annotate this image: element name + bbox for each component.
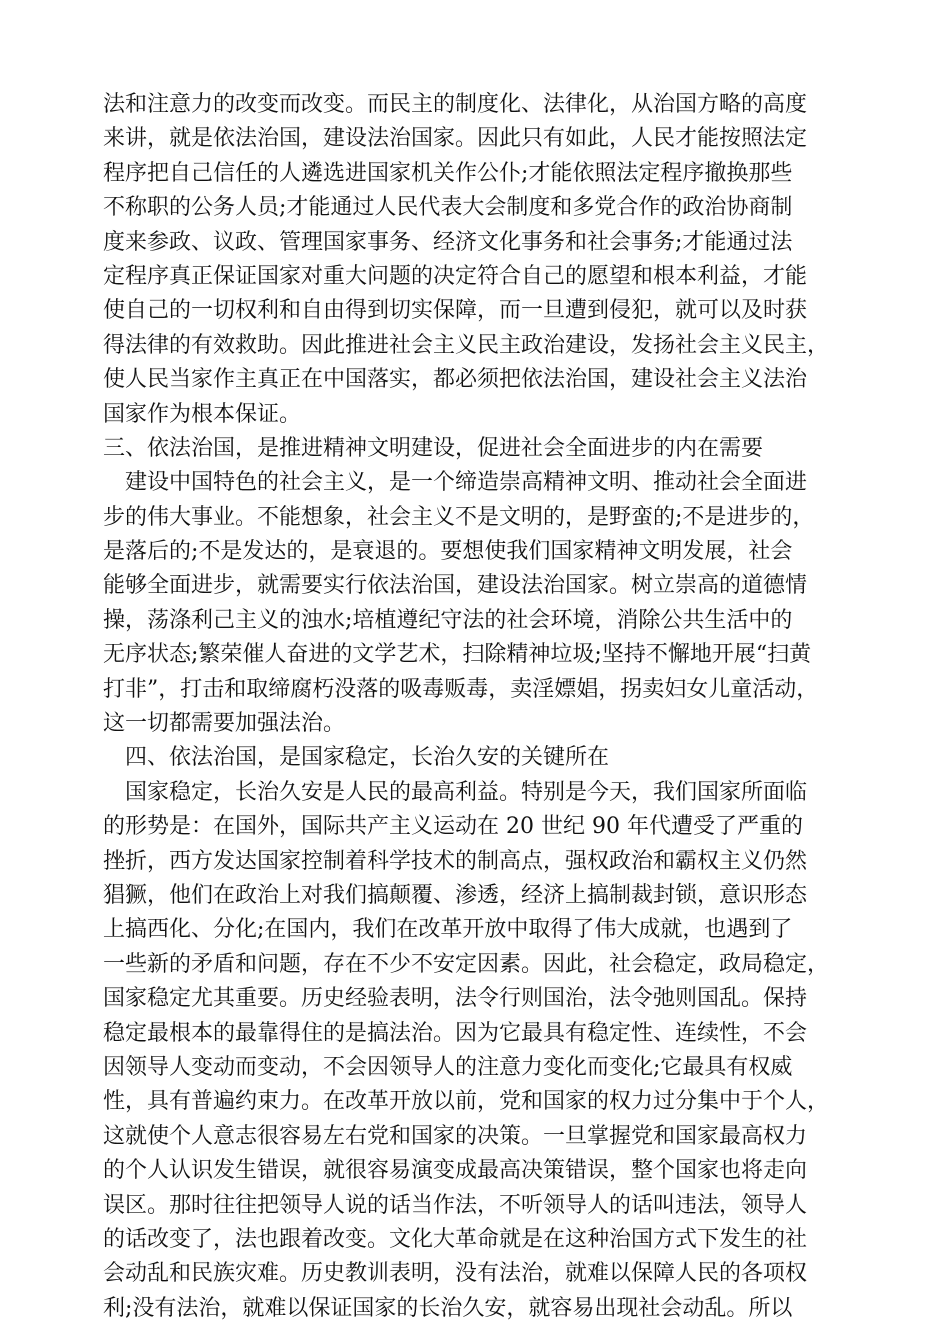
text-line: 打非”，打击和取缔腐朽没落的吸毒贩毒，卖淫嫖娼，拐卖妇女儿童活动， (103, 676, 819, 702)
text-line: 挫折，西方发达国家控制着科学技术的制高点，强权政治和霸权主义仍然 (103, 848, 808, 874)
text-line: 这就使个人意志很容易左右党和国家的决策。一旦掌握党和国家最高权力 (103, 1123, 808, 1149)
text-line: 的话改变了，法也跟着改变。文化大革命就是在这种治国方式下发生的社 (103, 1226, 808, 1252)
text-line: 稳定最根本的最靠得住的是搞法治。因为它最具有稳定性、连续性，不会 (103, 1020, 808, 1046)
text-line: 法和注意力的改变而改变。而民主的制度化、法律化，从治国方略的高度 (103, 92, 808, 117)
text-line: 操，荡涤利己主义的浊水;培植遵纪守法的社会环境，消除公共生活中的 (103, 607, 793, 633)
text-line: 的形势是：在国外，国际共产主义运动在 20 世纪 90 年代遭受了严重的 (103, 814, 803, 840)
text-line: 国家作为根本保证。 (103, 401, 302, 427)
text-line: 的个人认识发生错误，就很容易演变成最高决策错误，整个国家也将走向 (103, 1158, 808, 1184)
text-line: 国家稳定尤其重要。历史经验表明，法令行则国治，法令弛则国乱。保持 (103, 986, 808, 1012)
text-line: 来讲，就是依法治国，建设法治国家。因此只有如此，人民才能按照法定 (103, 126, 808, 152)
text-line: 建设中国特色的社会主义，是一个缔造崇高精神文明、推动社会全面进 (125, 470, 808, 496)
text-line: 得法律的有效救助。因此推进社会主义民主政治建设，发扬社会主义民主， (103, 332, 830, 358)
text-line: 一些新的矛盾和问题，存在不少不安定因素。因此，社会稳定，政局稳定， (103, 951, 830, 977)
text-line: 步的伟大事业。不能想象，社会主义不是文明的，是野蛮的;不是进步的， (103, 504, 815, 530)
section-heading: 四、依法治国，是国家稳定，长治久安的关键所在 (125, 745, 610, 771)
text-line: 这一切都需要加强法治。 (103, 711, 346, 737)
text-line: 不称职的公务人员;才能通过人民代表大会制度和多党合作的政治协商制 (103, 195, 793, 221)
text-line: 能够全面进步，就需要实行依法治国，建设法治国家。树立崇高的道德情 (103, 573, 808, 599)
text-line: 使自己的一切权利和自由得到切实保障，而一旦遭到侵犯，就可以及时获 (103, 298, 808, 324)
text-line: 使人民当家作主真正在中国落实，都必须把依法治国，建设社会主义法治 (103, 367, 808, 393)
text-line: 度来参政、议政、管理国家事务、经济文化事务和社会事务;才能通过法 (103, 229, 793, 255)
text-line: 是落后的;不是发达的，是衰退的。要想使我们国家精神文明发展，社会 (103, 539, 793, 565)
text-line: 上搞西化、分化;在国内，我们在改革开放中取得了伟大成就，也遇到了 (103, 917, 793, 943)
text-line: 利;没有法治，就难以保证国家的长治久安，就容易出现社会动乱。所以 (103, 1295, 793, 1321)
section-heading: 三、依法治国，是推进精神文明建设，促进社会全面进步的内在需要 (103, 435, 764, 461)
text-line: 会动乱和民族灾难。历史教训表明，没有法治，就难以保障人民的各项权 (103, 1261, 808, 1287)
text-line: 猖獗，他们在政治上对我们搞颠覆、渗透，经济上搞制裁封锁，意识形态 (103, 882, 808, 908)
text-line: 误区。那时往往把领导人说的话当作法，不听领导人的话叫违法，领导人 (103, 1192, 808, 1218)
text-line: 程序把自己信任的人遴选进国家机关作公仆;才能依照法定程序撤换那些 (103, 160, 793, 186)
body-text (103, 88, 873, 1326)
text-line: 国家稳定，长治久安是人民的最高利益。特别是今天，我们国家所面临 (125, 779, 808, 805)
text-line: 无序状态;繁荣催人奋进的文学艺术，扫除精神垃圾;坚持不懈地开展“扫黄 (103, 642, 812, 668)
text-line: 定程序真正保证国家对重大问题的决定符合自己的愿望和根本利益，才能 (103, 263, 808, 289)
text-line: 因领导人变动而变动，不会因领导人的注意力变化而变化;它最具有权威 (103, 1054, 793, 1080)
text-line: 性，具有普遍约束力。在改革开放以前，党和国家的权力过分集中于个人， (103, 1089, 830, 1115)
